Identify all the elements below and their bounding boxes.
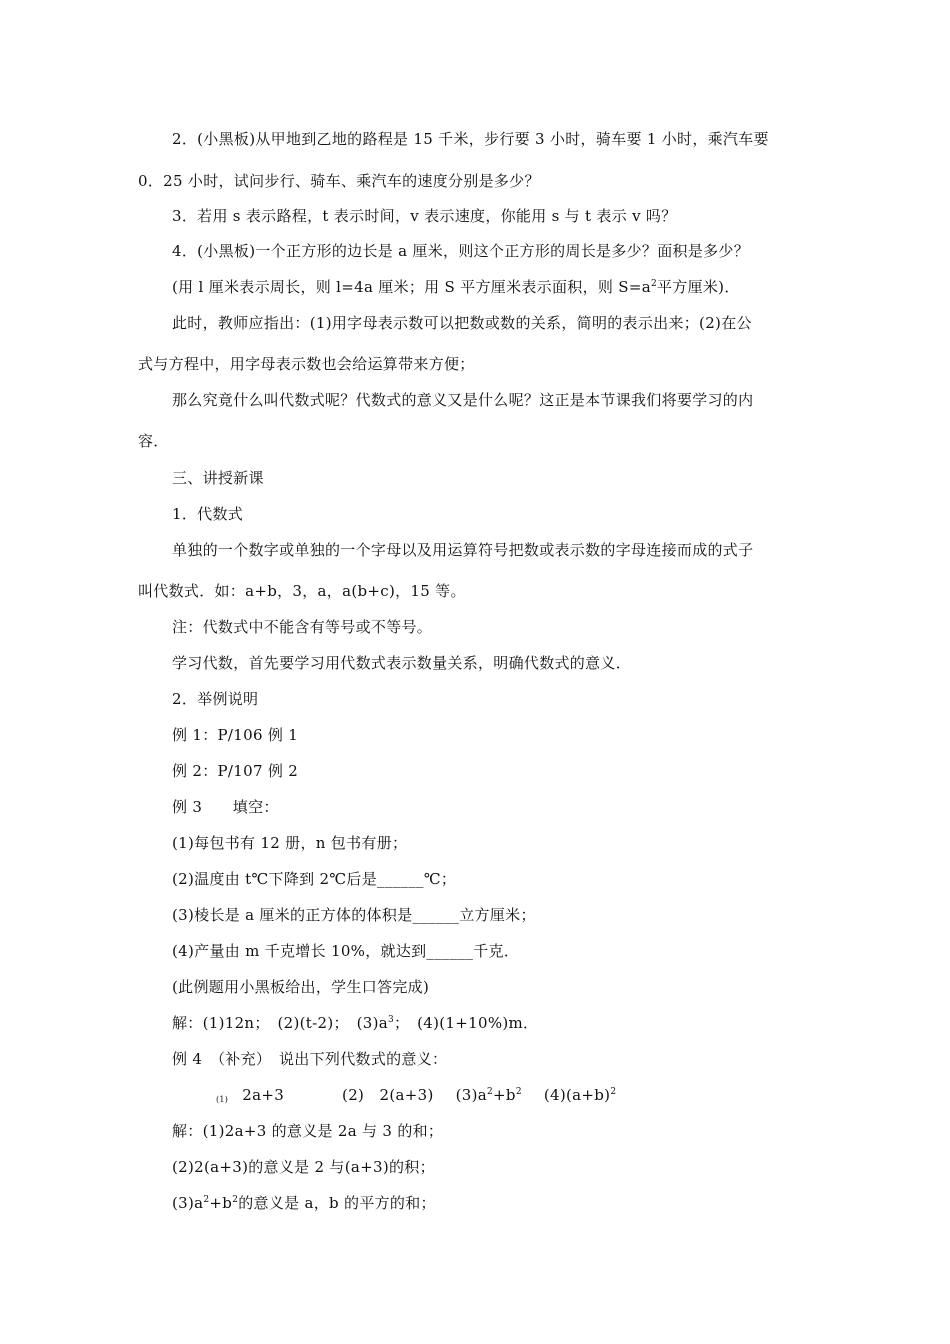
example-4-solution-2: (2)2(a+3)的意义是 2 与(a+3)的积； (172, 1158, 435, 1176)
definition-line-2: 叫代数式．如：a+b，3，a，a(b+c)，15 等。 (138, 582, 466, 600)
example-4-heading: 例 4 （补充） 说出下列代数式的意义： (172, 1050, 448, 1068)
teacher-note-line-2: 式与方程中，用字母表示数也会给运算带来方便； (138, 355, 475, 373)
subheading-examples: 2．举例说明 (172, 690, 259, 708)
question-2-line-1: 2．(小黑板)从甲地到乙地的路程是 15 千米，步行要 3 小时，骑车要 1 小时，乘汽车要 (172, 130, 769, 148)
fill-item-3: (3)棱长是 a 厘米的正方体的体积是______立方厘米； (172, 906, 536, 924)
intro-question-line-1: 那么究竟什么叫代数式呢？代数式的意义又是什么呢？这正是本节课我们将要学习的内 (172, 391, 754, 409)
fill-item-2: (2)温度由 t℃下降到 2℃后是______℃； (172, 870, 457, 888)
section-heading: 三、讲授新课 (172, 469, 264, 487)
example-3-hint: (此例题用小黑板给出，学生口答完成) (172, 978, 430, 996)
example-3-solution: 解：(1)12n； (2)(t-2)； $(3)a^3$； (4)(1+10%)m． (172, 1014, 539, 1032)
fill-item-4: (4)产量由 m 千克增长 10%，就达到______千克． (172, 942, 520, 960)
example-2: 例 2：P/107 例 2 (172, 762, 299, 780)
example-4-solution-1: 解：(1)2a+3 的意义是 2a 与 3 的和； (172, 1122, 444, 1140)
learning-note: 学习代数，首先要学习用代数式表示数量关系，明确代数式的意义． (172, 654, 632, 672)
question-4-answer: (用 l 厘米表示周长，则 l=4a 厘米；用 S 平方厘米表示面积，则 $S=a^2$平方厘米)． (172, 278, 740, 296)
definition-line-1: 单独的一个数字或单独的一个字母以及用运算符号把数或表示数的字母连接而成的式子 (172, 541, 754, 559)
fill-item-1: (1)每包书有 12 册，n 包书有册； (172, 834, 408, 852)
question-3: 3．若用 s 表示路程，t 表示时间，v 表示速度，你能用 s 与 t 表示 v 吗？ (172, 207, 677, 225)
note: 注：代数式中不能含有等号或不等号。 (172, 618, 433, 636)
intro-question-line-2: 容． (138, 432, 169, 450)
example-4-expressions: (1) 2a+3 (2) 2(a+3) $(3)a^2+b^2$ $(4)(a+b)^2$ (216, 1086, 617, 1104)
teacher-note-line-1: 此时，教师应指出：(1)用字母表示数可以把数或数的关系，简明的表示出来；(2)在公 (172, 314, 752, 332)
example-3-heading: 例 3 填空： (172, 798, 279, 816)
question-4: 4．(小黑板)一个正方形的边长是 a 厘米，则这个正方形的周长是多少？面积是多少？ (172, 242, 750, 260)
question-2-line-2: 0．25 小时，试问步行、骑车、乘汽车的速度分别是多少？ (138, 172, 540, 190)
subheading-algebraic-expression: 1．代数式 (172, 505, 244, 523)
example-1: 例 1：P/106 例 1 (172, 726, 299, 744)
example-4-solution-3: $(3)a^2+b^2$的意义是 a，b 的平方的和； (172, 1194, 436, 1212)
